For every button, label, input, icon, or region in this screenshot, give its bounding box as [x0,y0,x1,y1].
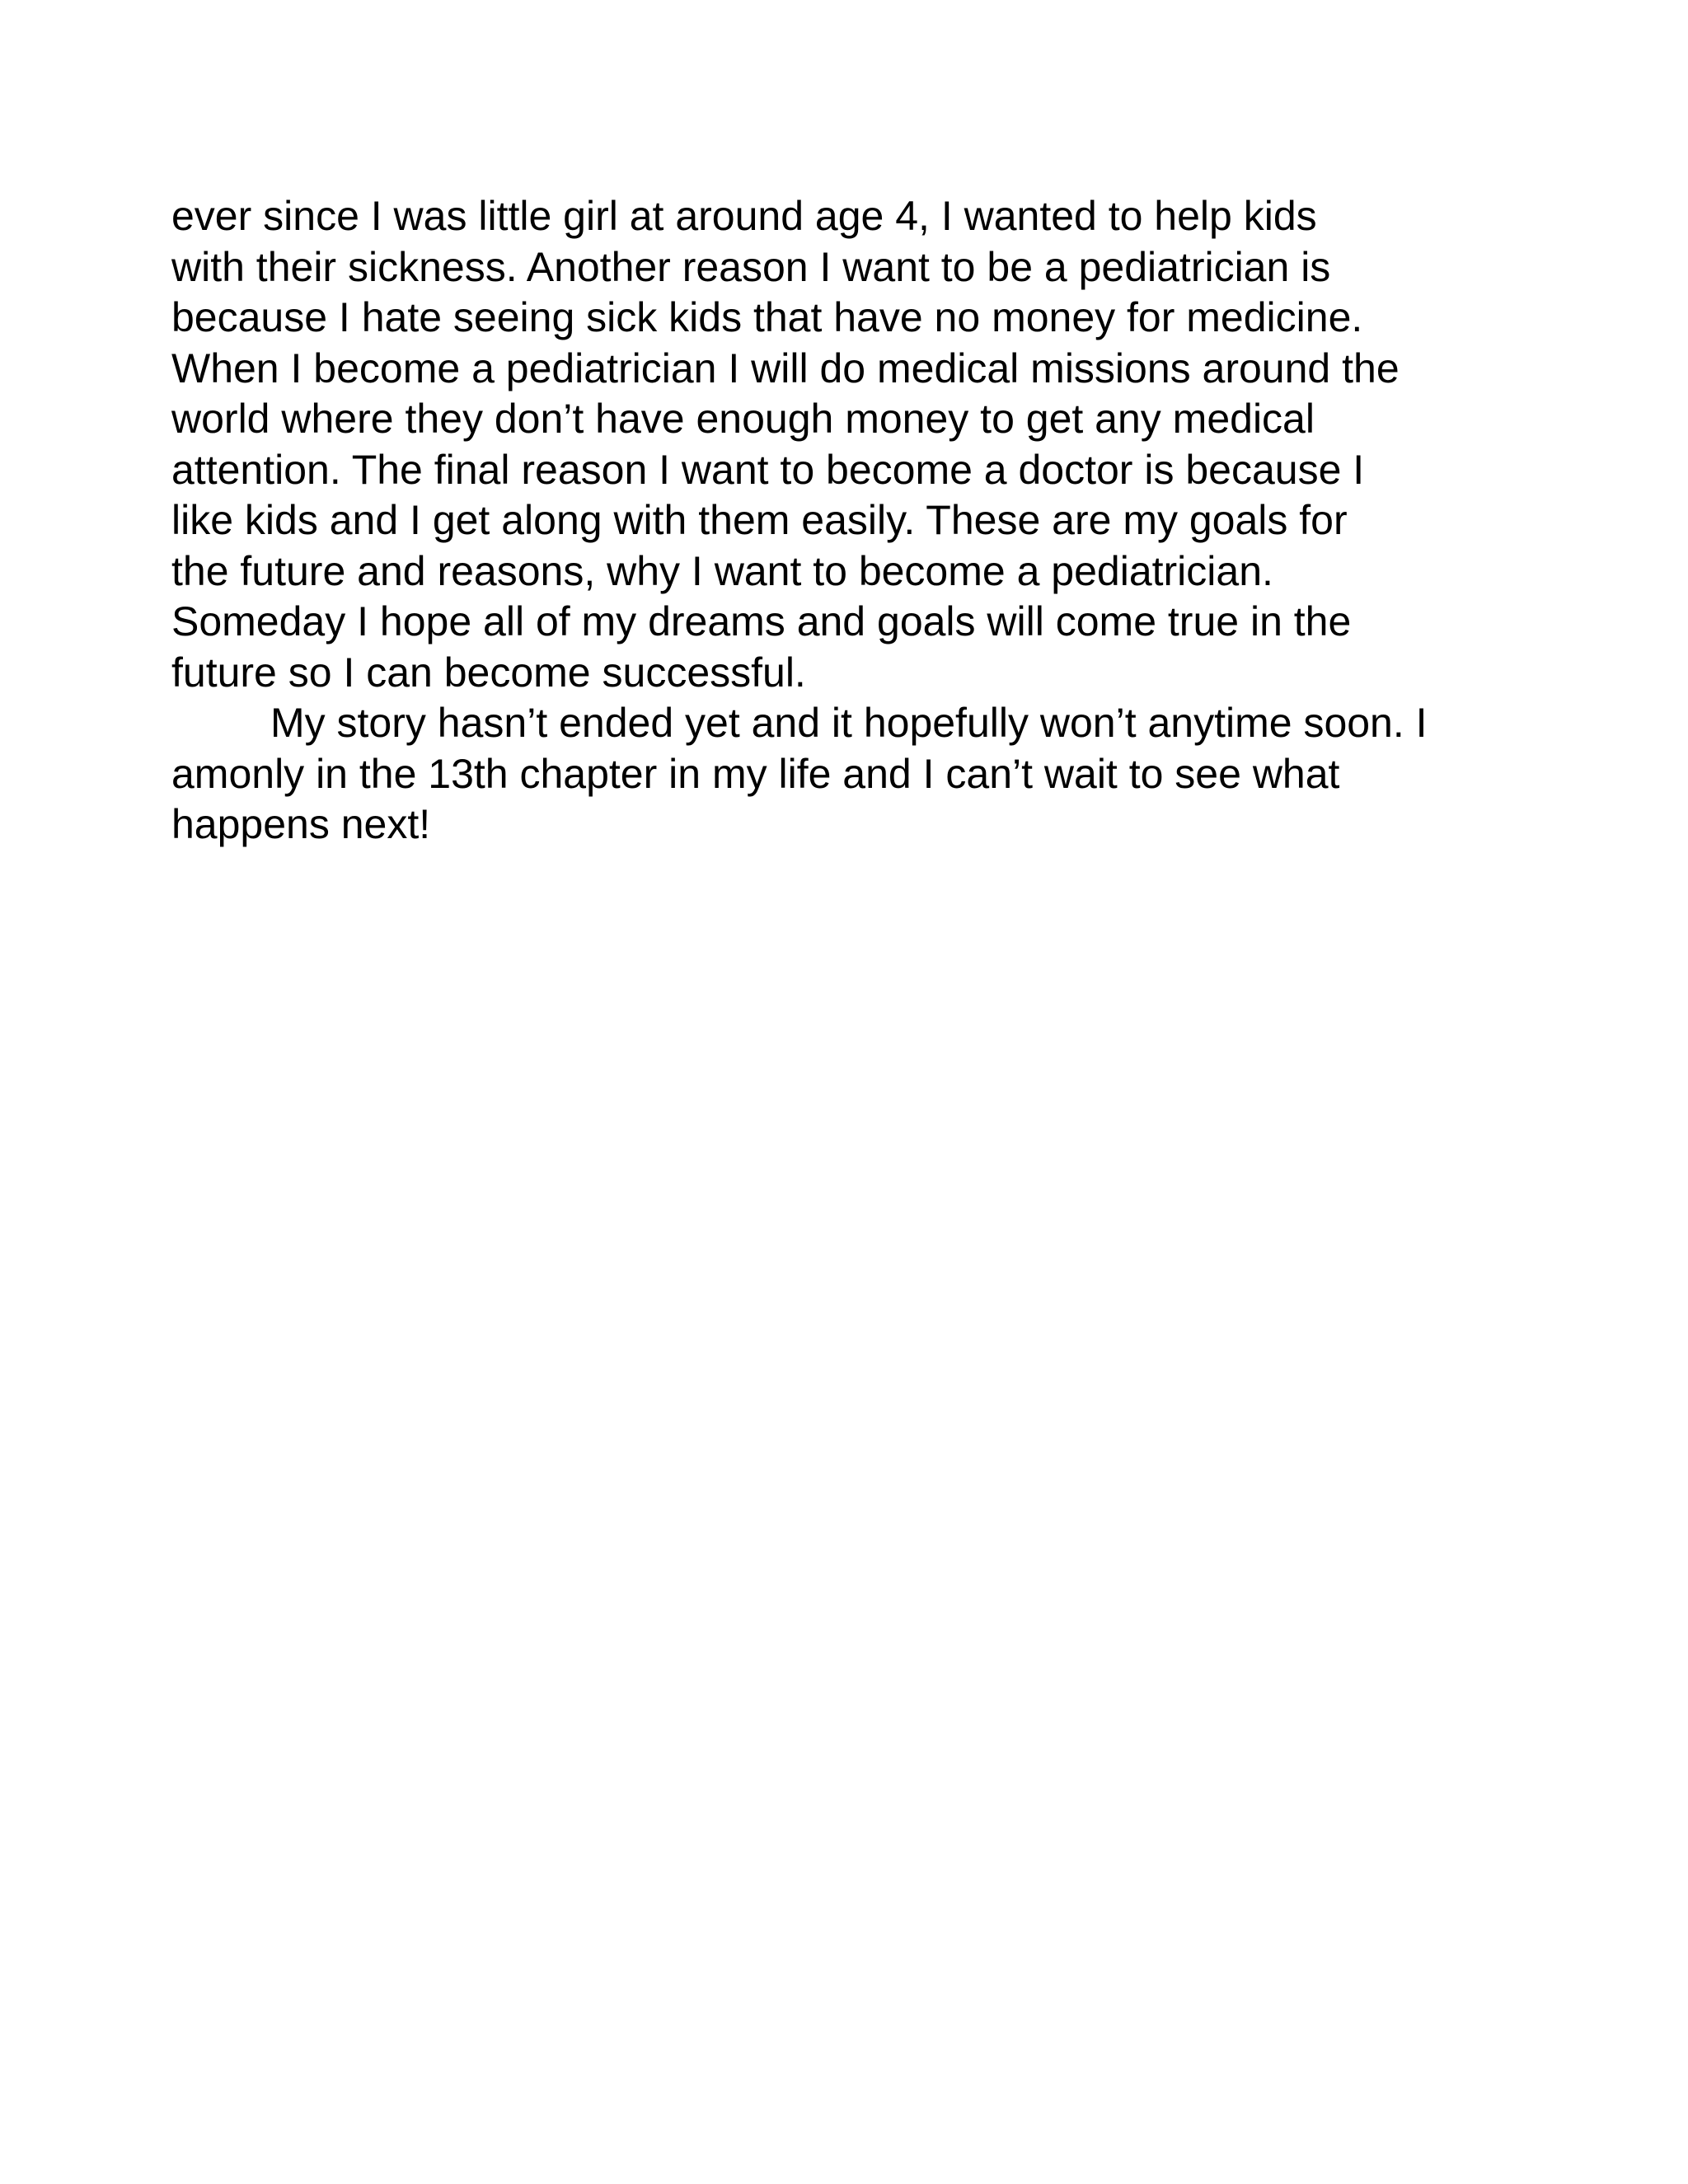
text-line: amonly in the 13th chapter in my life and I can’t wait to see what [171,750,1340,797]
text-line: with their sickness. Another reason I want to be a pediatrician is [171,243,1331,290]
paragraph-start-line: My story hasn’t ended yet and it hopefully won’t anytime soon. I [270,700,1428,746]
text-line: future so I can become successful. [171,649,806,696]
text-line: When I become a pediatrician I will do medical missions around the [171,344,1400,391]
body-text [171,191,1523,851]
text-line: the future and reasons, why I want to become a pediatrician. [171,547,1273,594]
text-line: happens next! [171,801,431,847]
text-line: like kids and I get along with them easily. These are my goals for [171,497,1348,543]
text-line: attention. The final reason I want to become a doctor is because I [171,446,1365,493]
text-line: because I hate seeing sick kids that have no money for medicine. [171,294,1363,340]
text-line: ever since I was little girl at around age 4, I wanted to help kids [171,193,1317,239]
text-line: Someday I hope all of my dreams and goals will come true in the [171,598,1352,644]
text-line: world where they don’t have enough money to get any medical [171,396,1315,442]
